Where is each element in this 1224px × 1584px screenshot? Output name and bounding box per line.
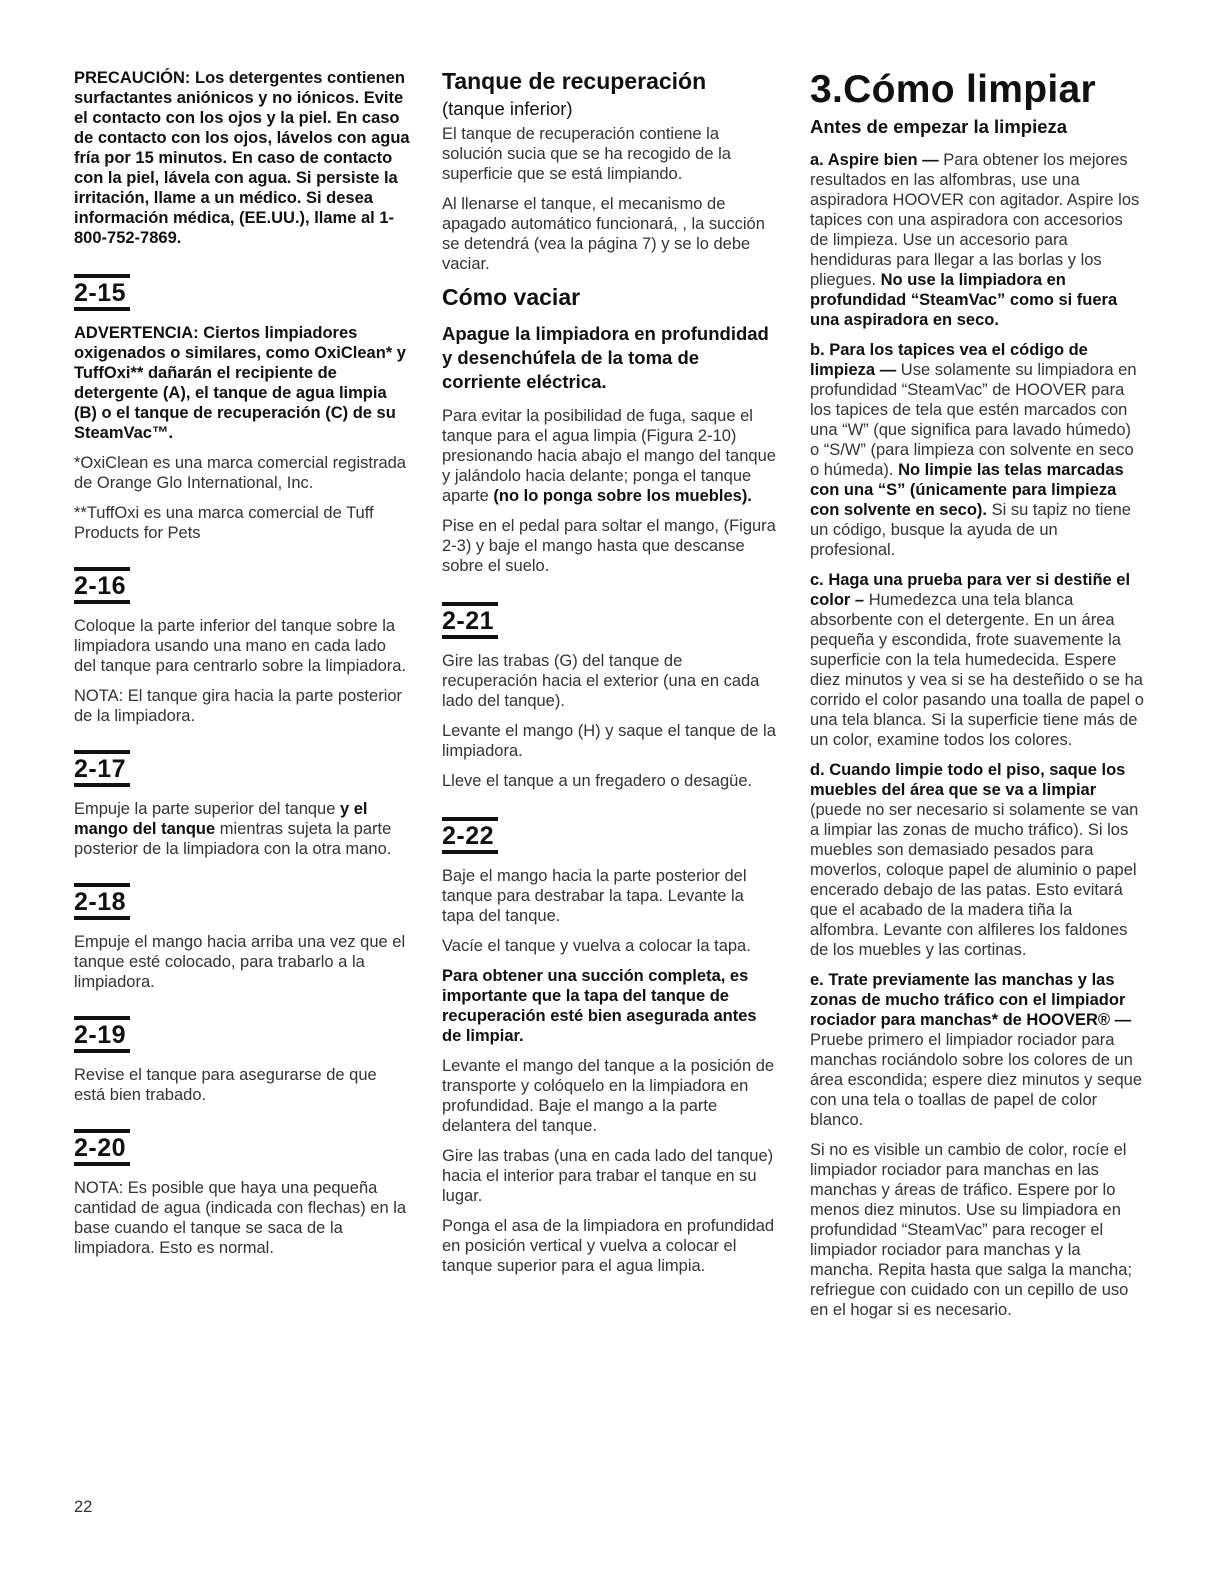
figure-label-2-16 — [74, 567, 130, 604]
step-2-17-text: Empuje la parte superior del tanque y el mango del tanque mientras sujeta la parte posterior de la limpiadora con la otra mano. — [74, 800, 392, 858]
step-2-19-text: Revise el tanque para asegurarse de que está bien trabado. — [74, 1066, 377, 1104]
figure-label-2-15 — [74, 274, 130, 311]
step-2-22-p9: Vacíe el tanque y vuelva a colocar la tapa. — [442, 937, 751, 955]
figure-number: 2-18 — [74, 888, 127, 916]
figure-rule — [74, 307, 130, 311]
figure-rule — [74, 1162, 130, 1166]
chapter-title: 3.Cómo limpiar — [810, 68, 1096, 111]
figure-label-2-21 — [442, 602, 498, 639]
step-2-21-p7: Lleve el tanque a un fregadero o desagüe. — [442, 772, 753, 790]
recovery-tank-p1: El tanque de recuperación contiene la solución sucia que se ha recogido de la superficie que se está limpiando. — [442, 125, 731, 183]
step-2-21-p5: Gire las trabas (G) del tanque de recuperación hacia el exterior (una en cada lado del tanque). — [442, 652, 760, 710]
step-2-20-note: NOTA: Es posible que haya una pequeña cantidad de agua (indicada con flechas) en la base cuando el tanque se saca de la limpiadora. Esto es normal. — [74, 1179, 407, 1257]
step-2-16-text: Coloque la parte inferior del tanque sobre la limpiadora usando una mano en cada lado del tanque para centrarlo sobre la limpiadora. — [74, 617, 407, 675]
figure-number: 2-17 — [74, 755, 127, 783]
figure-label-2-19 — [74, 1016, 130, 1053]
figure-number: 2-21 — [442, 607, 495, 635]
figure-rule — [442, 850, 498, 854]
figure-number: 2-20 — [74, 1134, 127, 1162]
empty-p3: Para evitar la posibilidad de fuga, saque el tanque para el agua limpia (Figura 2-10) presionando hacia abajo el mango del tanque y jalándolo hacia delante; ponga el tanque aparte (no lo ponga sobre los muebles). — [442, 407, 776, 505]
tuffoxi-footnote: **TuffOxi es una marca comercial de Tuff Products for Pets — [74, 504, 374, 542]
step-b: b. Para los tapices vea el código de limpieza — Use solamente su limpiadora en profundidad “SteamVac” de HOOVER para los tapices de tela que estén marcados con una “W” (que significa para lavado húmedo) o “S/W” (para limpieza con solvente en seco o húmeda). No limpie las telas marcadas con una “S” (únicamente para limpieza con solvente en seco). Si su tapiz no tiene un código, busque la ayuda de un profesional. — [810, 341, 1137, 559]
step-d: d. Cuando limpie todo el piso, saque los muebles del área que se va a limpiar (puede no ser necesario si solamente se van a limpiar las zonas de mucho tráfico). Si los muebles son demasiado pesados para moverlos, coloque papel de aluminio o papel encerado debajo de las patas. Esto evitará que el acabado de la madera tiña la alfombra. Levante con alfileres los faldones de los muebles y las cortinas. — [810, 761, 1139, 959]
right-column — [810, 68, 1144, 1330]
step-2-22-p12: Gire las trabas (una en cada lado del tanque) hacia el interior para trabar el tanque en su lugar. — [442, 1147, 774, 1205]
figure-label-2-18 — [74, 883, 130, 920]
step-a: a. Aspire bien — Para obtener los mejores resultados en las alfombras, use una aspiradora HOOVER con agitador. Aspire los tapices con una aspiradora con accesorios de limpieza. Use un accesorio para hendiduras para llegar a las borlas y los pliegues. No use la limpiadora en profundidad “SteamVac” como si fuera una aspiradora en seco. — [810, 151, 1140, 329]
recovery-tank-heading: Tanque de recuperación — [442, 68, 707, 94]
figure-rule — [74, 600, 130, 604]
figure-rule — [442, 635, 498, 639]
recovery-tank-p2: Al llenarse el tanque, el mecanismo de apagado automático funcionará, , la succión se detendrá (vea la página 7) y se lo debe vaciar. — [442, 195, 765, 273]
figure-rule — [74, 1049, 130, 1053]
step-2-16-note: NOTA: El tanque gira hacia la parte posterior de la limpiadora. — [74, 687, 403, 725]
page-number: 22 — [74, 1498, 93, 1516]
step-e: e. Trate previamente las manchas y las zonas de mucho tráfico con el limpiador rociador para manchas* de HOOVER® — Pruebe primero el limpiador rociador para manchas rociándolo sobre los colores de un área escondida; espere diez minutos y seque con una tela o toallas de papel de color blanco. — [810, 971, 1143, 1129]
empty-heading: Cómo vaciar — [442, 284, 581, 310]
step-c: c. Haga una prueba para ver si destiñe el color – Humedezca una tela blanca absorbente con el detergente. En un área pequeña y escondida, frote suavemente la superficie con la tela humedecida. Espere diez minutos y vea si se ha desteñido o se ha corrido el color pasando una toalla de papel o una tela blanca. Si la superficie tiene más de un color, examine todos los colores. — [810, 571, 1144, 749]
figure-number: 2-15 — [74, 279, 127, 307]
figure-label-2-17 — [74, 750, 130, 787]
recovery-tank-subheading: (tanque inferior) — [442, 98, 573, 119]
step-2-22-p8: Baje el mango hacia la parte posterior del tanque para destrabar la tapa. Levante la tapa del tanque. — [442, 867, 747, 925]
figure-number: 2-16 — [74, 572, 127, 600]
figure-rule — [74, 783, 130, 787]
step-e-followup: Si no es visible un cambio de color, rocíe el limpiador rociador para manchas en las manchas y áreas de tráfico. Espere por lo menos diez minutos. Use su limpiadora en profundidad “SteamVac” para recoger el limpiador rociador para manchas y la mancha. Repita hasta que salga la mancha; refriegue con cuidado con un cepillo de uso en el hogar si es necesario. — [810, 1141, 1132, 1319]
step-2-22-p13: Ponga el asa de la limpiadora en profundidad en posición vertical y vuelva a colocar el tanque superior para el agua limpia. — [442, 1217, 775, 1275]
precaucion-warning: PRECAUCIÓN: Los detergentes contienen surfactantes aniónicos y no iónicos. Evite el contacto con los ojos y la piel. En caso de contacto con los ojos, lávelos con agua fría por 15 minutos. En caso de contacto con la piel, lávela con agua. Si persiste la irritación, llame a un médico. Si desea información médica, (EE.UU.), llame al 1-800-752-7869. — [74, 69, 410, 247]
advertencia-warning: ADVERTENCIA: Ciertos limpiadores oxigenados o similares, como OxiClean* y TuffOxi** dañarán el recipiente de detergente (A), el tanque de agua limpia (B) o el tanque de recuperación (C) de su SteamVac™. — [74, 324, 406, 442]
empty-p4: Pise en el pedal para soltar el mango, (Figura 2-3) y baje el mango hasta que descanse sobre el suelo. — [442, 517, 776, 575]
step-2-22-p11: Levante el mango del tanque a la posición de transporte y colóquelo en la limpiadora en profundidad. Baje el mango a la parte delantera del tanque. — [442, 1057, 775, 1135]
step-2-21-p6: Levante el mango (H) y saque el tanque de la limpiadora. — [442, 722, 776, 760]
unplug-instruction: Apague la limpiadora en profundidad y desenchúfela de la toma de corriente eléctrica. — [442, 323, 769, 392]
left-column — [74, 68, 410, 1268]
figure-label-2-22 — [442, 817, 498, 854]
figure-number: 2-19 — [74, 1021, 127, 1049]
middle-column — [442, 68, 778, 1286]
oxiclean-footnote: *OxiClean es una marca comercial registrada de Orange Glo International, Inc. — [74, 454, 406, 492]
figure-label-2-20 — [74, 1129, 130, 1166]
before-cleaning-heading: Antes de empezar la limpieza — [810, 116, 1068, 137]
figure-number: 2-22 — [442, 822, 495, 850]
suction-warning: Para obtener una succión completa, es importante que la tapa del tanque de recuperación esté bien asegurada antes de limpiar. — [442, 967, 757, 1045]
figure-rule — [74, 916, 130, 920]
step-2-18-text: Empuje el mango hacia arriba una vez que el tanque esté colocado, para trabarlo a la limpiadora. — [74, 933, 406, 991]
